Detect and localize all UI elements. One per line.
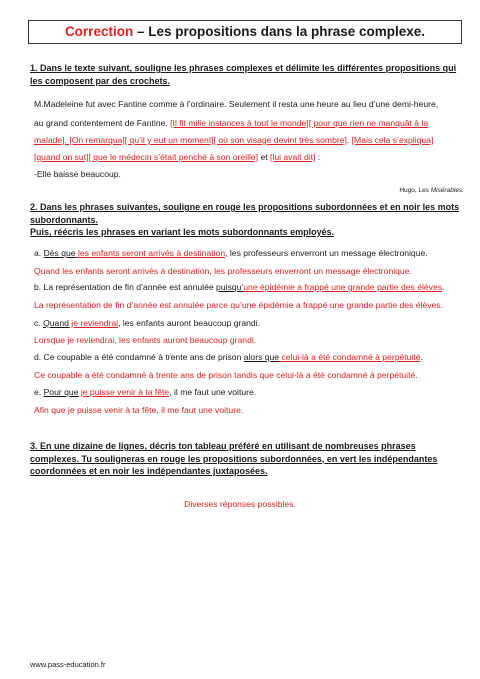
subordinant-e: Pour que — [43, 387, 79, 397]
q2-sentence-a: a. Dès que les enfants seront arrivés à destination, les professeurs enverront un message électronique. — [34, 248, 428, 258]
q2-answer-e: Afin que je puisse venir à ta fête, il me faut une voiture. — [34, 405, 244, 415]
q2-sentence-e: e. Pour que je puisse venir à ta fête, il me faut une voiture. — [34, 387, 257, 397]
q1-bracket-2: [On remarqua][ qu’il y eut un moment][ où son visage devint très sombre] — [66, 135, 347, 145]
q1-bracket-4: [quand on sut][ que le médecin s’était penché à son oreille] — [34, 152, 259, 162]
subordinate-a: les enfants seront arrivés à destination — [75, 248, 226, 258]
q1-line-3: malade]. [On remarqua][ qu’il y eut un moment][ où son visage devint très sombre]. [Mais cela s’expliqua] — [34, 135, 434, 145]
q3-heading: 3. En une dizaine de lignes, décris ton tableau préféré en utilisant de nombreuses phrases complexes. Tu souligneras en rouge les propositions subordonnées, en vert les indépendantes coordonnées et en noir les indépendantes juxtaposées. — [30, 441, 438, 476]
q2-answer-c: Lorsque je reviendrai, les enfants auront beaucoup grandi. — [34, 335, 257, 345]
q1-line-2: au grand contentement de Fantine. [Il fit mille instances à tout le monde][ pour que rien ne manquât à la — [34, 118, 429, 128]
q1-line-5: -Elle baisse beaucoup. — [34, 169, 121, 179]
q1-bracket-5: [lui avait dit] — [270, 152, 316, 162]
q2-sentence-b: b. La représentation de fin d’année est annulée puisqu’une épidémie a frappé une grande partie des élèves. — [34, 282, 445, 292]
title-correction: Correction — [64, 24, 134, 39]
subordinate-b: une épidémie a frappé une grande partie des élèves — [243, 282, 443, 292]
page-title — [28, 20, 462, 44]
q1-heading: 1. Dans le texte suivant, souligne les phrases complexes et délimite les différentes propositions qui les composent par des crochets. — [30, 63, 457, 86]
q1-bracket-3: [Mais cela s’expliqua] — [351, 135, 434, 145]
title-text: – Les propositions dans la phrase complexe. — [133, 24, 426, 39]
footer-url: www.pass-education.fr — [30, 660, 106, 669]
q1-line-4: [quand on sut][ que le médecin s’était penché à son oreille] et [lui avait dit] : — [34, 152, 321, 162]
q3-answer: Diverses réponses possibles. — [184, 499, 296, 509]
subordinate-c: je reviendrai — [68, 318, 119, 328]
q2-heading: 2. Dans les phrases suivantes, souligne en rouge les propositions subordonnées et en noir les mots subordonnants. Puis, réécris les phrases en variant les mots subordonnants employés. — [30, 202, 460, 237]
subordinant-d: alors que — [243, 352, 280, 362]
q1-line-1: M.Madeleine fut avec Fantine comme à l’ordinaire. Seulement il resta une heure au lieu d’une demi-heure, — [34, 99, 439, 109]
q1-bracket-1: [Il fit mille instances à tout le monde][ pour que rien ne manquât à la — [170, 118, 429, 128]
subordinant-c: Quand — [43, 318, 69, 328]
q2-answer-b: La représentation de fin d’année est annulée parce qu’une épidémie a frappé une grande partie des élèves. — [34, 300, 443, 310]
q2-sentence-c: c. Quand je reviendrai, les enfants auront beaucoup grandi. — [34, 318, 260, 328]
subordinate-e: je puisse venir à ta fête — [78, 387, 170, 397]
subordinant-a: Dès que — [43, 248, 76, 258]
q2-answer-a: Quand les enfants seront arrivés à destination, les professeurs enverront un message électronique. — [34, 266, 412, 276]
subordinate-d: celui-là a été condamné à perpétuité — [279, 352, 421, 362]
q2-sentence-d: d. Ce coupable a été condamné à trente ans de prison alors que celui-là a été condamné à perpétuité. — [34, 352, 423, 362]
citation: Hugo, Les Misérables. — [399, 187, 464, 194]
q2-answer-d: Ce coupable a été condamné à trente ans de prison tandis que celui-là a été condamné à perpétuité. — [34, 370, 418, 380]
subordinant-b: puisqu’ — [216, 282, 244, 292]
